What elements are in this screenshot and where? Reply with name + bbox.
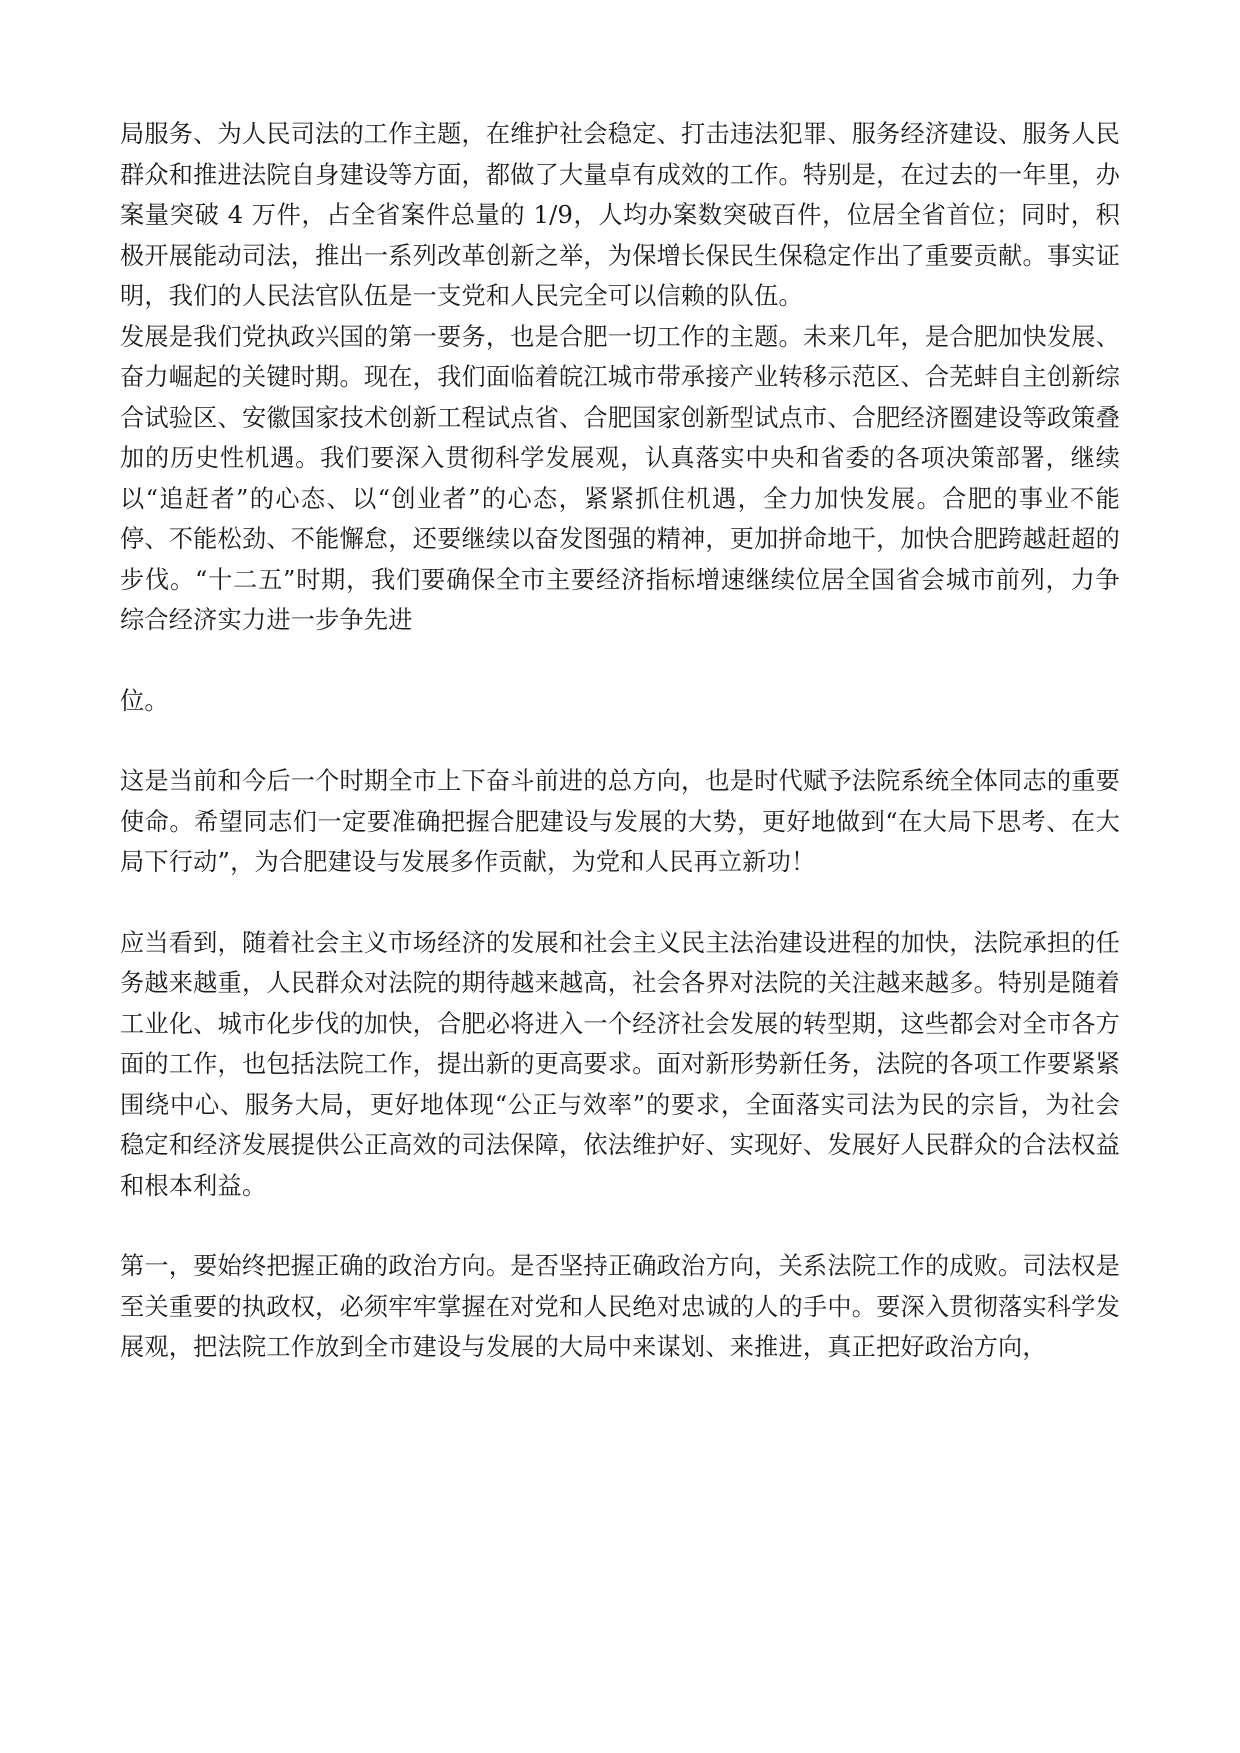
paragraph-development-priority: 发展是我们党执政兴国的第一要务，也是合肥一切工作的主题。未来几年，是合肥加快发展、奋力崛起的关键时期。现在，我们面临着皖江城市带承接产业转移示范区、合芜蚌自主创新综合试验区、安徽国家技术创新工程试点省、合肥国家创新型试点市、合肥经济圈建设等政策叠加的历史性机遇。我们要深入贯彻科学发展观，认真落实中央和省委的各项决策部署，继续以“追赶者”的心态、以“创业者”的心态，紧紧抓住机遇，全力加快发展。合肥的事业不能停、不能松劲、不能懈怠，还要继续以奋发图强的精神，更加拼命地干，加快合肥跨越赶超的步伐。“十二五”时期，我们要确保全市主要经济指标增速继续位居全国省会城市前列，力争综合经济实力进一步争先进 — [120, 322, 1120, 634]
paragraph-work-summary: 局服务、为人民司法的工作主题，在维护社会稳定、打击违法犯罪、服务经济建设、服务人民群众和推进法院自身建设等方面，都做了大量卓有成效的工作。特别是，在过去的一年里，办案量突破 4 万件，占全省案件总量的 1/9，人均办案数突破百件，位居全省首位；同时，积极开展能动司法，推出一系列改革创新之举，为保增长保民生保稳定作出了重要贡献。事实证明，我们的人民法官队伍是一支党和人民完全可以信赖的队伍。 — [120, 120, 1120, 310]
document-body — [120, 114, 1120, 1368]
paragraph-overall-direction: 这是当前和今后一个时期全市上下奋斗前进的总方向，也是时代赋予法院系统全体同志的重要使命。希望同志们一定要准确把握合肥建设与发展的大势，更好地做到“在大局下思考、在大局下行动”，为合肥建设与发展多作贡献，为党和人民再立新功！ — [120, 767, 1120, 876]
paragraph-political-direction: 第一，要始终把握正确的政治方向。是否坚持正确政治方向，关系法院工作的成败。司法权是至关重要的执政权，必须牢牢掌握在对党和人民绝对忠诚的人的手中。要深入贯彻落实科学发展观，把法院工作放到全市建设与发展的大局中来谋划、来推进，真正把好政治方向， — [120, 1252, 1120, 1361]
paragraph-new-requirements: 应当看到，随着社会主义市场经济的发展和社会主义民主法治建设进程的加快，法院承担的任务越来越重，人民群众对法院的期待越来越高，社会各界对法院的关注越来越多。特别是随着工业化、城市化步伐的加快，合肥必将进入一个经济社会发展的转型期，这些都会对全市各方面的工作，也包括法院工作，提出新的更高要求。面对新形势新任务，法院的各项工作要紧紧围绕中心、服务大局，更好地体现“公正与效率”的要求，全面落实司法为民的宗旨，为社会稳定和经济发展提供公正高效的司法保障，依法维护好、实现好、发展好人民群众的合法权益和根本利益。 — [120, 928, 1120, 1200]
paragraph-continuation: 位。 — [120, 686, 169, 715]
